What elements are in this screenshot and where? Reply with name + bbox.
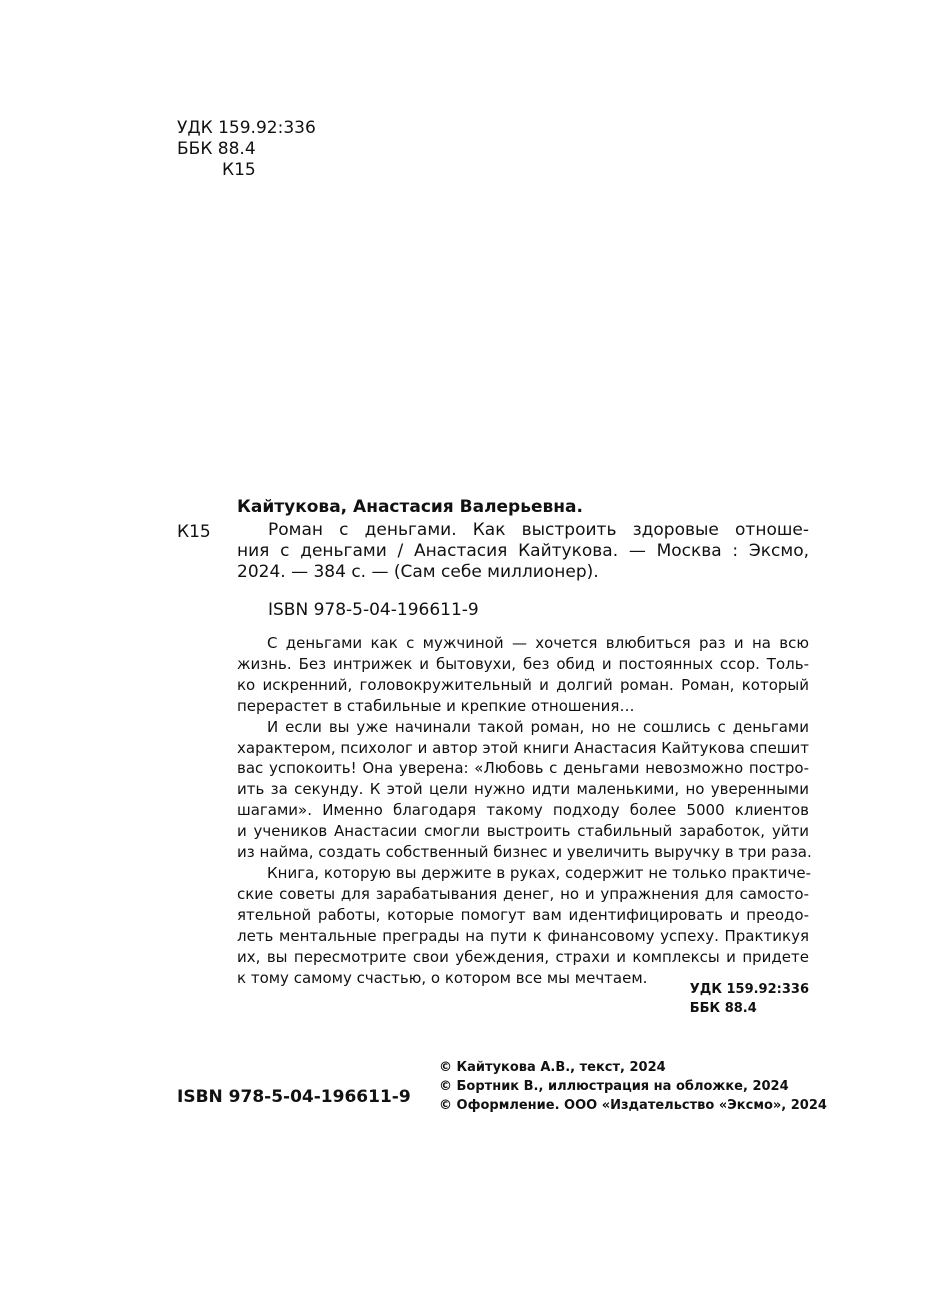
- citation-line: Роман с деньгами. Как выстроить здоровые отноше-: [268, 520, 809, 540]
- annotation-line: шагами». Именно благодаря такому подходу более 5000 клиентов: [237, 801, 809, 820]
- annotation-line: ятельной работы, которые помогут вам идентифицировать и преодо-: [237, 905, 809, 924]
- bibliographic-citation: [237, 520, 809, 583]
- citation-line: ния с деньгами / Анастасия Кайтукова. — Москва : Эксмо,: [237, 541, 809, 561]
- udk-code: УДК 159.92:336: [177, 118, 316, 138]
- citation-line: 2024. — 384 с. — (Сам себе миллионер).: [237, 562, 599, 582]
- annotation-line: вас успокоить! Она уверена: «Любовь с деньгами невозможно постро-: [237, 759, 809, 778]
- annotation-line: и учеников Анастасии смогли выстроить стабильный заработок, уйти: [237, 822, 809, 841]
- copyright-line: © Бортник В., иллюстрация на обложке, 2024: [439, 1079, 789, 1094]
- copyright-line: © Кайтукова А.В., текст, 2024: [439, 1060, 666, 1075]
- isbn-record: ISBN 978-5-04-196611-9: [268, 600, 479, 620]
- annotation-line: характером, психолог и автор этой книги Анастасия Кайтукова спешит: [237, 738, 810, 757]
- annotation-line: ко искренний, головокружительный и долгий роман. Роман, который: [237, 675, 809, 694]
- copyright-block: [439, 1058, 827, 1115]
- udk-code-bottom: УДК 159.92:336: [689, 982, 809, 997]
- annotation-line: И если вы уже начинали такой роман, но не сошлись с деньгами: [267, 717, 809, 736]
- isbn-bottom: ISBN 978-5-04-196611-9: [177, 1087, 411, 1107]
- annotation-line: жизнь. Без интрижек и бытовухи, без обид и постоянных ссор. Толь-: [237, 654, 809, 673]
- annotation-line: леть ментальные преграды на пути к финансовому успеху. Практикуя: [237, 926, 809, 945]
- classification-codes-top: [177, 118, 316, 181]
- annotation-line: из найма, создать собственный бизнес и увеличить выручку в три раза.: [237, 843, 812, 862]
- annotation-line: С деньгами как с мужчиной — хочется влюбиться раз и на всю: [267, 634, 809, 652]
- annotation: [237, 633, 812, 988]
- author-heading: Кайтукова, Анастасия Валерьевна.: [237, 497, 583, 517]
- annotation-line: ить за секунду. К этой цели нужно идти маленькими, но уверенными: [237, 780, 809, 799]
- classification-codes-bottom: [690, 980, 809, 1018]
- annotation-line: перерастет в стабильные и крепкие отношения…: [237, 696, 635, 715]
- bbk-code-bottom: ББК 88.4: [689, 1001, 757, 1016]
- author-mark: К15: [222, 160, 256, 180]
- copyright-line: © Оформление. ООО «Издательство «Эксмо», 2024: [439, 1098, 827, 1113]
- annotation-line: ские советы для зарабатывания денег, но и упражнения для самосто-: [237, 884, 809, 903]
- annotation-line: к тому самому счастью, о котором все мы мечтаем.: [237, 968, 648, 987]
- author-mark-record: К15: [177, 522, 211, 542]
- annotation-line: их, вы пересмотрите свои убеждения, страхи и комплексы и придете: [237, 947, 809, 966]
- annotation-line: Книга, которую вы держите в руках, содержит не только практиче-: [267, 863, 812, 882]
- bbk-code: ББК 88.4: [177, 139, 256, 159]
